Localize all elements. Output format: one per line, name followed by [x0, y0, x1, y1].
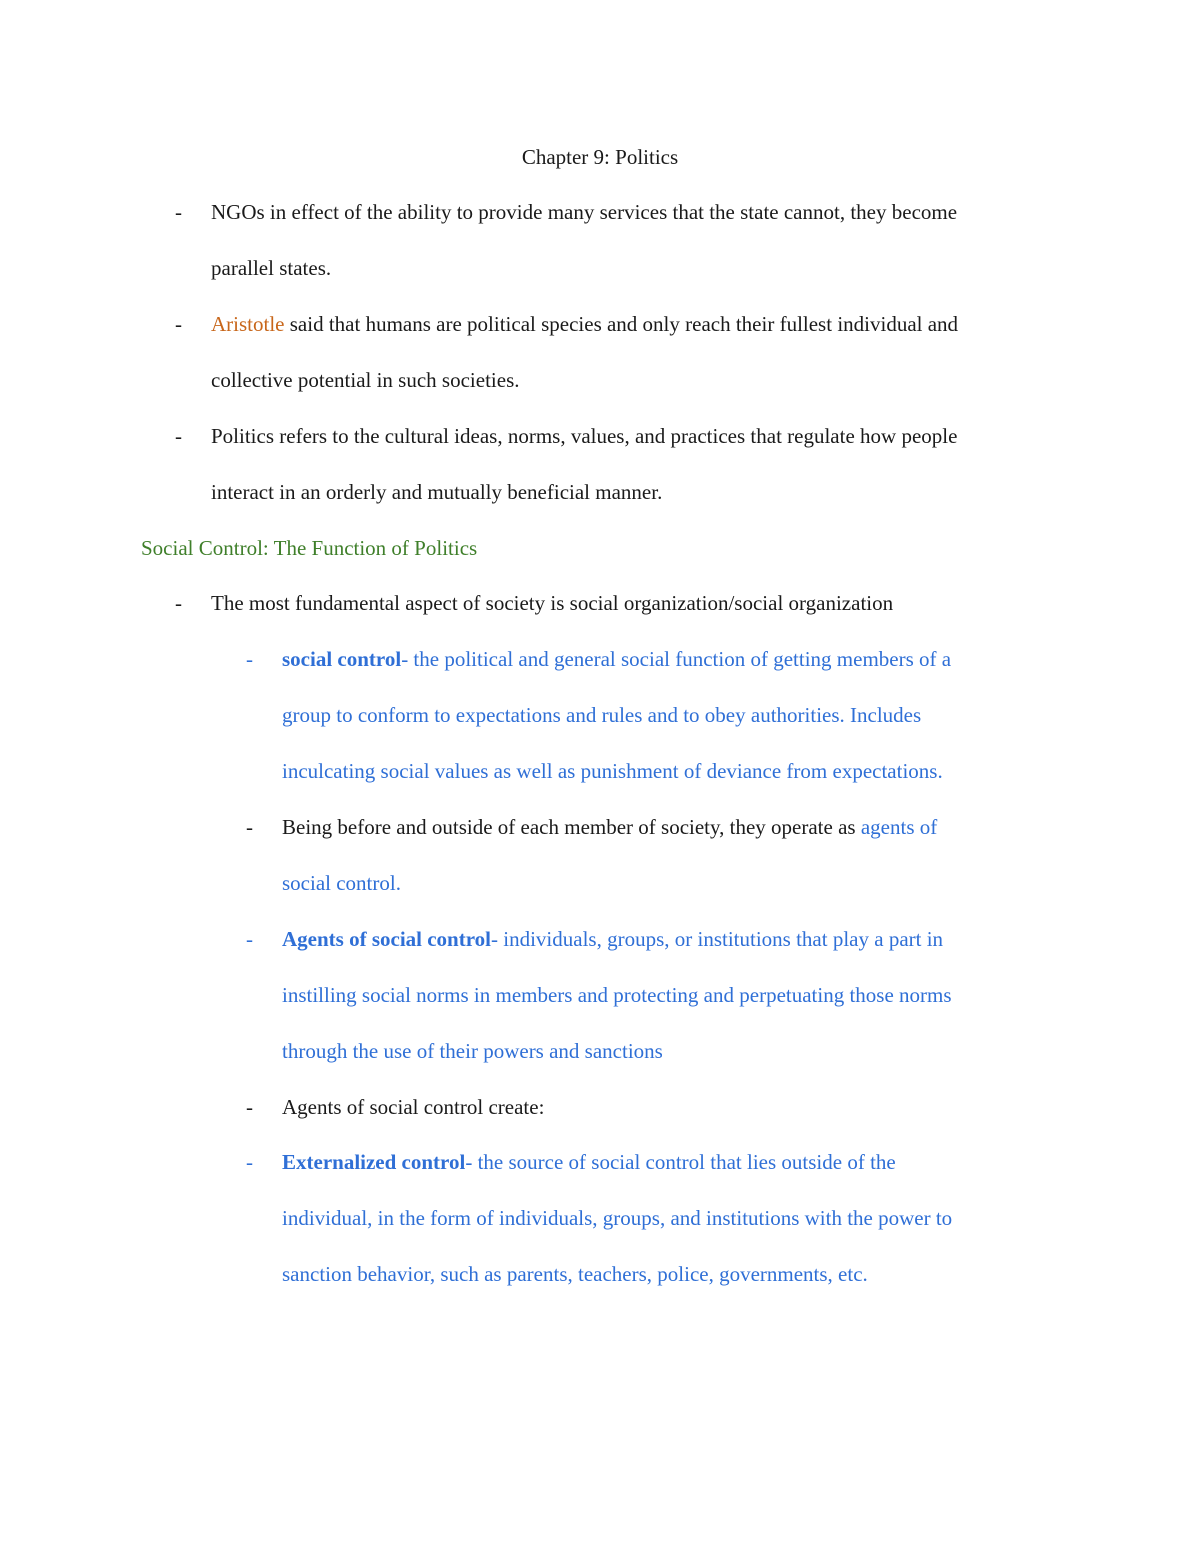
list-item — [175, 575, 1071, 631]
bullet-text-line: The most fundamental aspect of society is social organization/social organization — [211, 591, 894, 615]
bullet-text-line: Politics refers to the cultural ideas, norms, values, and practices that regulate how people — [211, 424, 958, 448]
bullet-dash: - — [246, 647, 253, 671]
definition-line — [282, 911, 1072, 967]
definition-term: social control — [282, 647, 402, 671]
bullet-text: Being before and outside of each member of society, they operate as — [282, 815, 861, 839]
highlighted-term: social control. — [282, 871, 401, 895]
sub-list-item — [246, 1134, 1072, 1302]
bullet-text-line — [282, 799, 1072, 855]
definition-line: group to conform to expectations and rules and to obey authorities. Includes — [282, 703, 922, 727]
bullet-text-line: collective potential in such societies. — [211, 368, 520, 392]
bullet-text-line: interact in an orderly and mutually beneficial manner. — [211, 480, 663, 504]
bullet-dash: - — [246, 1150, 253, 1174]
bullet-dash: - — [175, 200, 182, 224]
sub-list-item — [246, 1079, 1072, 1135]
list-item — [175, 296, 1071, 408]
definition-line — [282, 1134, 1072, 1190]
definition-text: - the political and general social function of getting members of a — [401, 647, 952, 671]
bullet-dash: - — [175, 312, 182, 336]
bullet-text-line: parallel states. — [211, 256, 332, 280]
definition-line: through the use of their powers and sanctions — [282, 1039, 663, 1063]
list-item — [175, 408, 1071, 520]
definition-line: inculcating social values as well as punishment of deviance from expectations. — [282, 759, 943, 783]
definition-line: sanction behavior, such as parents, teachers, police, governments, etc. — [282, 1262, 868, 1286]
definition-line — [282, 631, 1072, 687]
bullet-text-line — [211, 296, 1071, 352]
sub-list-item — [246, 911, 1072, 1079]
section-heading: Social Control: The Function of Politics — [141, 536, 478, 560]
definition-term: Agents of social control — [282, 927, 492, 951]
definition-text: - individuals, groups, or institutions that play a part in — [491, 927, 944, 951]
definition-text: - the source of social control that lies outside of the — [465, 1150, 896, 1174]
list-item — [175, 184, 1071, 296]
bullet-text-line: Agents of social control create: — [282, 1095, 545, 1119]
sub-list-item — [246, 799, 1072, 911]
bullet-dash: - — [175, 424, 182, 448]
highlighted-term: agents of — [860, 815, 938, 839]
bullet-dash: - — [246, 1095, 253, 1119]
bullet-dash: - — [246, 927, 253, 951]
definition-term: Externalized control — [282, 1150, 466, 1174]
bullet-text-line: NGOs in effect of the ability to provide many services that the state cannot, they become — [211, 200, 958, 224]
highlighted-name: Aristotle — [211, 312, 285, 336]
bullet-dash: - — [175, 591, 182, 615]
page-title: Chapter 9: Politics — [521, 145, 679, 169]
bullet-dash: - — [246, 815, 253, 839]
bullet-text: said that humans are political species and only reach their fullest individual and — [284, 312, 959, 336]
sub-list-item — [246, 631, 1072, 799]
definition-line: instilling social norms in members and protecting and perpetuating those norms — [282, 983, 952, 1007]
definition-line: individual, in the form of individuals, groups, and institutions with the power to — [282, 1206, 953, 1230]
